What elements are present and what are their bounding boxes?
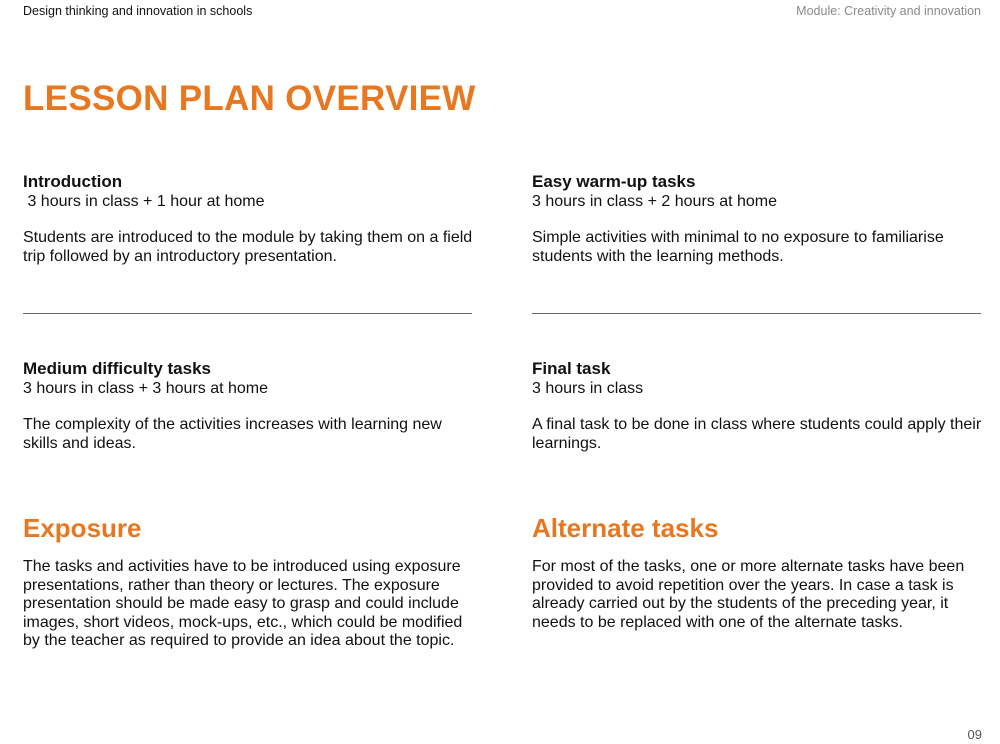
alternate-tasks-heading: Alternate tasks	[532, 513, 719, 543]
section-final-hours: 3 hours in class	[532, 380, 644, 397]
section-medium-description: The complexity of the activities increases with learning new skills and ideas.	[23, 416, 442, 452]
section-medium-hours: 3 hours in class + 3 hours at home	[23, 380, 269, 397]
section-warmup-title: Easy warm-up tasks	[532, 172, 696, 191]
exposure-heading: Exposure	[23, 513, 142, 543]
section-introduction	[23, 172, 473, 266]
header-module-title: Module: Creativity and innovation	[796, 4, 981, 18]
section-introduction-title: Introduction	[23, 172, 123, 191]
alternate-tasks-text: For most of the tasks, one or more alternate tasks have been provided to avoid repetition over the years. In case a task is already carried out by the students of the preceding year, it needs to be replaced with one of the alternate tasks.	[532, 558, 965, 631]
section-final-title: Final task	[532, 359, 611, 378]
exposure-section	[23, 513, 473, 651]
divider-left	[23, 313, 472, 314]
section-warmup-hours: 3 hours in class + 2 hours at home	[532, 193, 778, 210]
section-medium	[23, 359, 473, 453]
section-final-description: A final task to be done in class where students could apply their learnings.	[532, 416, 982, 452]
alternate-tasks-section	[532, 513, 982, 632]
divider-right	[532, 313, 981, 314]
page-title: LESSON PLAN OVERVIEW	[23, 79, 476, 118]
section-final	[532, 359, 982, 453]
section-warmup-description: Simple activities with minimal to no exposure to familiarise students with the learning methods.	[532, 229, 944, 265]
header-document-title: Design thinking and innovation in schools	[23, 4, 253, 18]
section-warmup	[532, 172, 982, 266]
section-medium-title: Medium difficulty tasks	[23, 359, 211, 378]
section-introduction-hours: 3 hours in class + 1 hour at home	[23, 193, 265, 210]
exposure-text: The tasks and activities have to be introduced using exposure presentations, rather than theory or lectures. The exposure presentation should be made easy to grasp and could include images, short videos, mock-ups, etc., which could be modified by the teacher as required to provide an idea about the topic.	[23, 558, 463, 649]
section-introduction-description: Students are introduced to the module by taking them on a field trip followed by an introductory presentation.	[23, 229, 473, 265]
page-number: 09	[967, 727, 982, 742]
